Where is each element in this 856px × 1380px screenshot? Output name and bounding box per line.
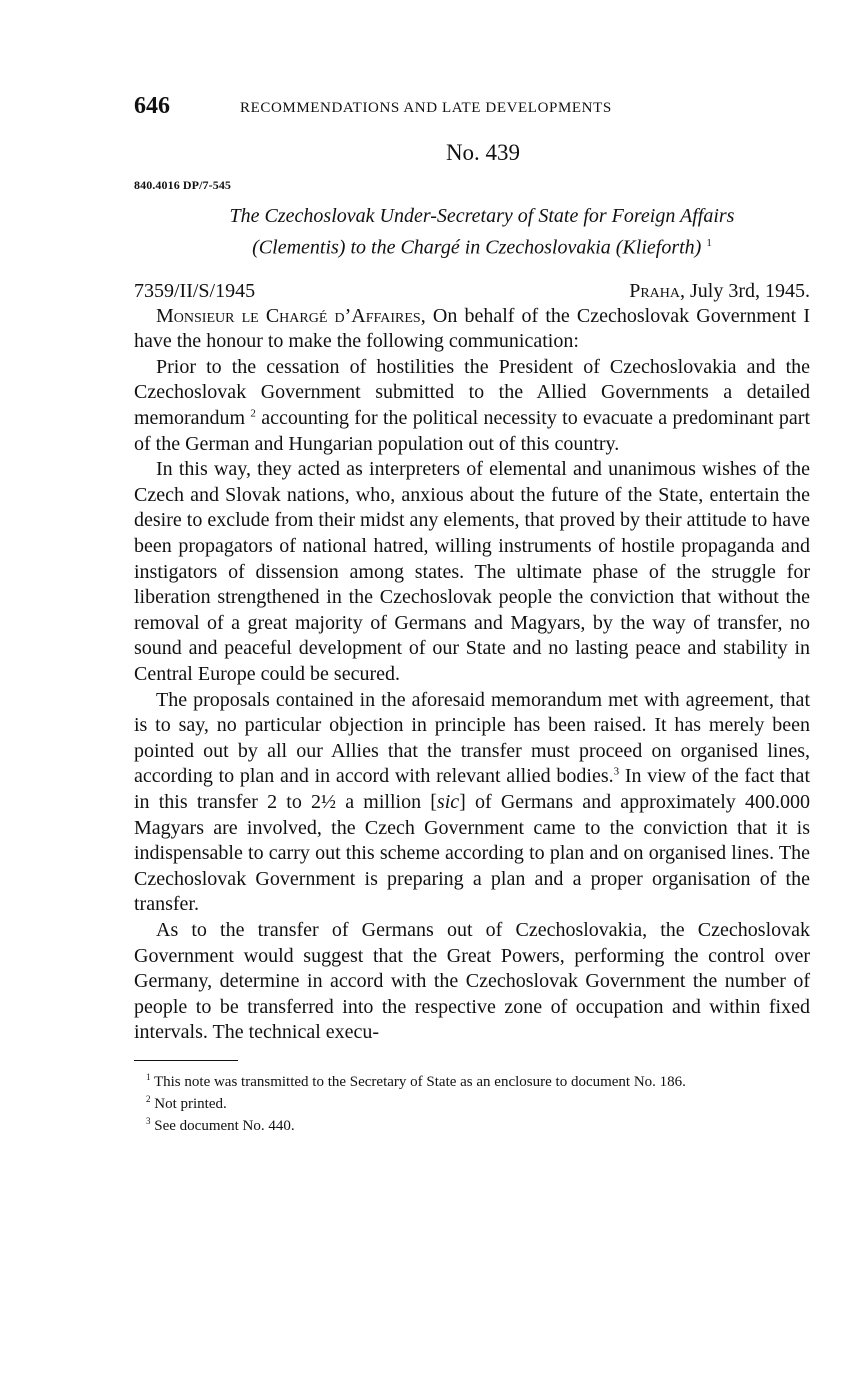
paragraph-1-text: On behalf of the Czechoslovak Government I have the honour to make the following communication:: [134, 304, 811, 353]
sic-note: sic: [436, 790, 460, 813]
heading-line-1: The Czechoslovak Under-Secretary of State for Foreign Affairs: [229, 205, 735, 227]
letter-body: [134, 304, 810, 1046]
paragraph-2-text-a: Prior to the cessation of hostilities the President of Czechoslovakia and the Czechoslovak Government submitted to the Allied Governments a detailed memorandum: [134, 355, 810, 430]
footnote-2-text: Not printed.: [150, 1095, 227, 1112]
page-number: 646: [134, 93, 170, 119]
document-page: [134, 88, 810, 1135]
place-date: [629, 278, 810, 304]
paragraph-4: [134, 688, 810, 918]
paragraph-4-text-b: In view of the fact that in this transfer 2 to 2½ a million [: [134, 765, 810, 813]
document-heading: [134, 203, 810, 262]
document-number: No. 439: [445, 140, 521, 165]
footnote-1: [134, 1069, 810, 1091]
paragraph-3: In this way, they acted as interpreters of elemental and unanimous wishes of the Czech and Slovak nations, who, anxious about the future of the State, entertain the desire to exclude from their midst any elements, that proved by their attitude to have been propagators of national hatred, willing instruments of hostile propaganda and instigators of dissension among states. The ultimate phase of the struggle for liberation strengthened in the Czechoslovak people the conviction that without the removal of a great majority of Germans and Magyars, by the way of transfer, no sound and peaceful development of our State and no lasting peace and stability in Central Europe could be secured.: [134, 458, 810, 685]
paragraph-4-text-a: The proposals contained in the aforesaid memorandum met with agreement, that is to say, no particular objection in principle has been raised. It has merely been pointed out by all our Allies that the transfer must proceed on organised lines, according to plan and in accord with relevant allied bodies.: [134, 688, 810, 788]
footnote-divider: [134, 1060, 238, 1061]
reference-line: [134, 278, 810, 304]
footnote-2: [134, 1091, 810, 1113]
footnote-1-mark: 1: [146, 1071, 151, 1082]
heading-footnote-mark: 1: [706, 237, 712, 249]
reference-number: 7359/II/S/1945: [134, 279, 256, 302]
footnote-3-text: See document No. 440.: [150, 1117, 295, 1134]
footnote-3-mark: 3: [146, 1115, 151, 1126]
file-reference: 840.4016 DP/7-545: [134, 178, 232, 192]
footnotes: [134, 1069, 810, 1135]
salutation: Monsieur le Chargé d’Affaires,: [156, 304, 426, 327]
paragraph-2-text-b: accounting for the political necessity to evacuate a predominant part of the German and Hungarian population out of this country.: [134, 407, 811, 455]
running-title: RECOMMENDATIONS AND LATE DEVELOPMENTS: [240, 100, 612, 116]
footnote-ref-2: 2: [250, 407, 256, 420]
place: Praha,: [629, 279, 685, 302]
footnote-2-mark: 2: [146, 1093, 151, 1104]
footnote-1-text: This note was transmitted to the Secretary of State as an enclosure to document No. 186.: [150, 1073, 686, 1090]
date: July 3rd, 1945.: [685, 279, 810, 302]
heading-line-2: (Clementis) to the Chargé in Czechoslovakia (Klieforth): [252, 236, 702, 259]
paragraph-4-text-c: ] of Germans and approximately 400.000 Magyars are involved, the Czech Government came to the conviction that it is indispensable to carry out this scheme according to plan and on organised lines. The Czechoslovak Government is preparing a plan and a proper organisation of the transfer.: [134, 790, 810, 916]
running-header: [134, 88, 810, 124]
paragraph-1: [134, 304, 810, 355]
footnote-ref-3: 3: [613, 765, 620, 778]
paragraph-2: [134, 355, 810, 457]
paragraph-5: As to the transfer of Germans out of Czechoslovakia, the Czechoslovak Government would suggest that the Great Powers, performing the control over Germany, determine in accord with the Czechoslovak Government the number of people to be transferred into the respective zone of occupation and within fixed intervals. The technical execu-: [134, 918, 810, 1044]
footnote-3: [134, 1113, 810, 1135]
